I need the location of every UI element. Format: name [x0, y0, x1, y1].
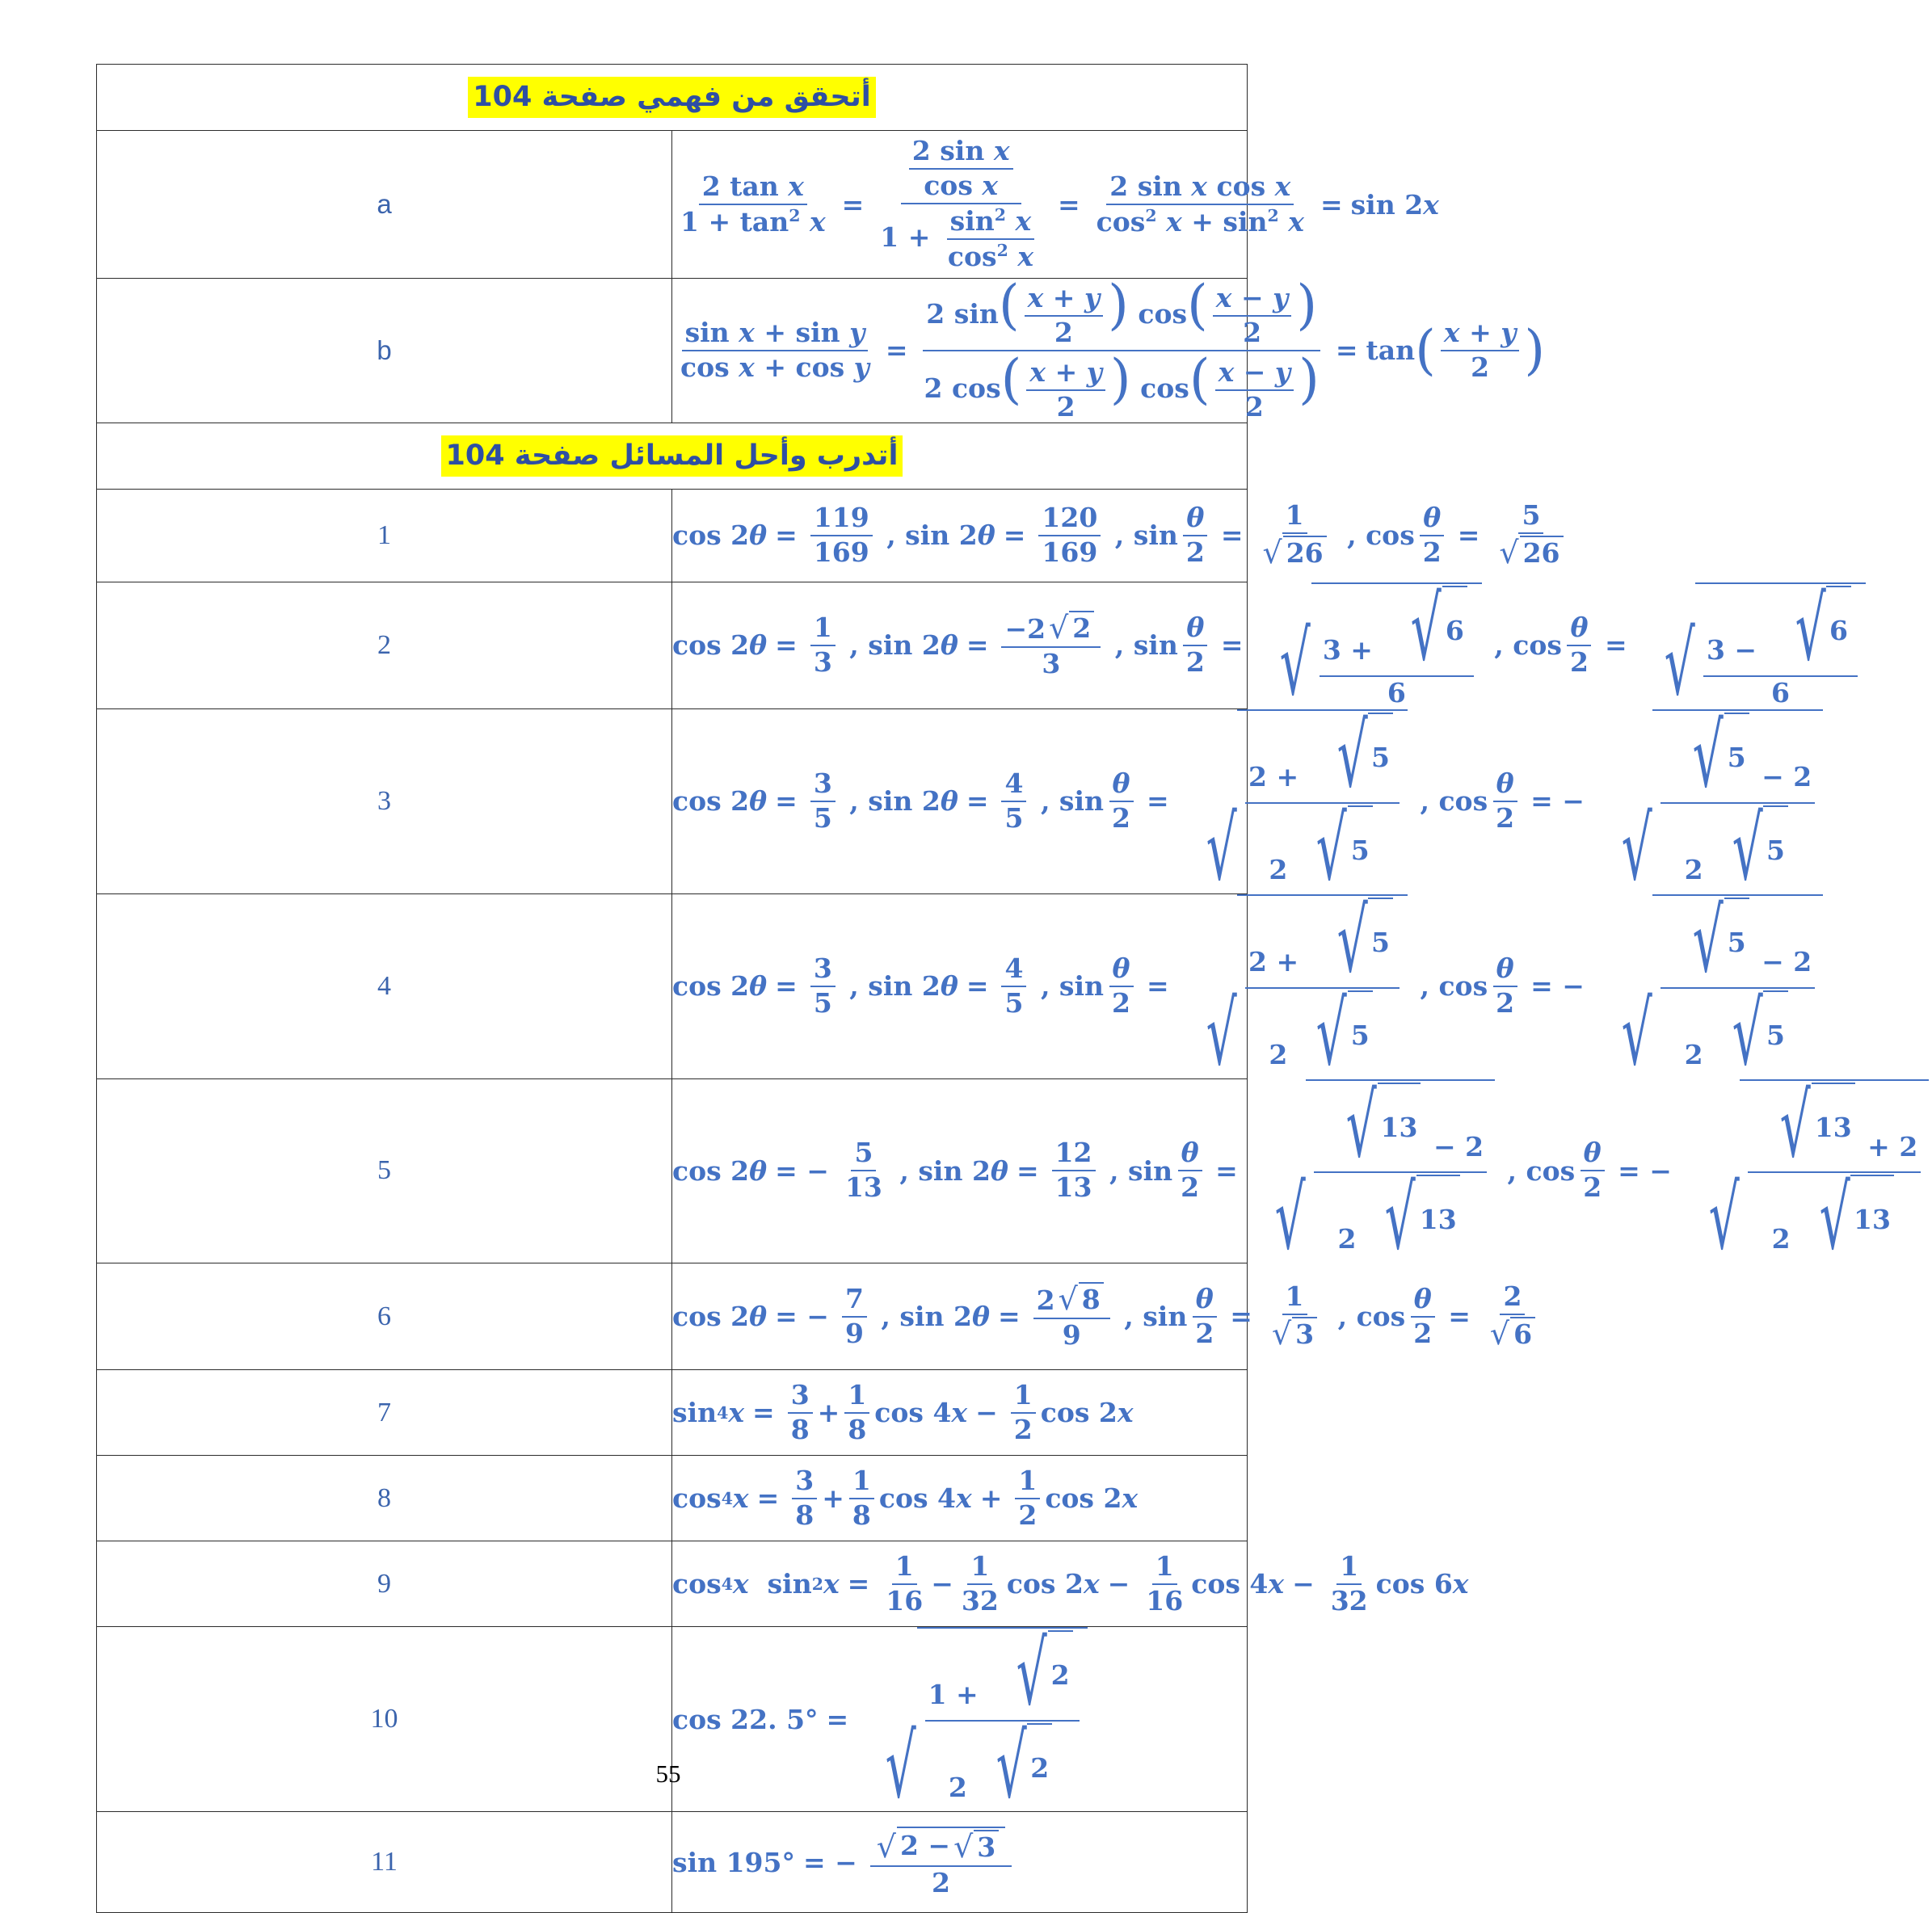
formula-10: cos 22. 5° = √ 1 + √ 2 2 √ 2	[672, 1627, 1248, 1812]
row-label-3: 3	[97, 708, 672, 893]
row-8	[97, 1456, 1248, 1541]
row-3	[97, 708, 1248, 893]
section-title-check-understanding: أتحقق من فهمي صفحة 104	[468, 77, 875, 119]
formula-a: $\frac{\text{2 tan x}}{1 + \tan^2 x}$ = $\frac{\text{2 sin x}}{\text{cos x}}$ 1 + $\frac{\sin^2 x}{\cos^2 x}$ = $\frac{\text{2 sin x cos x}}{\cos^2 x + \sin^2 x}$ = sin 2 x	[672, 131, 1248, 279]
row-label-4: 4	[97, 893, 672, 1078]
row-label-9: 9	[97, 1541, 672, 1627]
row-7	[97, 1370, 1248, 1456]
formula-1: cos 2 θ = $\frac{119}{169}$ , sin 2 θ = $\frac{120}{169}$ , sin $\frac{\theta}{2}$ = 1 √ 26 , cos $\frac{\theta}{2}$ = 5 √ 26	[672, 489, 1248, 582]
formula-9: cos 4 x sin 2 x = $\frac{1}{16}$ − $\frac{1}{32}$ cos 2 x − $\frac{1}{16}$ cos 4 x − $\frac{1}{32}$ cos 6 x	[672, 1541, 1248, 1627]
row-label-b: b	[97, 279, 672, 423]
section-title-practice: أتدرب وأحل المسائل صفحة 104	[441, 435, 903, 477]
formula-2: cos 2 θ = $\frac{1}{3}$ , sin 2 θ = −2 √ 2 3 , sin $\frac{\theta}{2}$ = √ 3 + √ 6 6 , cos $\frac{\theta}{2}$ = √ 3 − √ 6 6	[672, 582, 1248, 708]
formula-6: cos 2 θ = − $\frac{7}{9}$ , sin 2 θ = 2 √ 8 9 , sin $\frac{\theta}{2}$ = 1 √ 3 , cos $\frac{\theta}{2}$ = 2 √ 6	[672, 1263, 1248, 1370]
row-4	[97, 893, 1248, 1078]
row-b	[97, 279, 1248, 423]
row-11	[97, 1812, 1248, 1913]
row-label-6: 6	[97, 1263, 672, 1370]
formula-8: cos 4 x = $\frac{3}{8}$ + $\frac{1}{8}$ cos 4 x + $\frac{1}{2}$ cos 2 x	[672, 1456, 1248, 1541]
row-label-2: 2	[97, 582, 672, 708]
formula-11: sin 195° = − √ 2 − √ 3 2	[672, 1812, 1248, 1913]
row-6	[97, 1263, 1248, 1370]
formula-7: sin 4 x = $\frac{3}{8}$ + $\frac{1}{8}$ cos 4 x − $\frac{1}{2}$ cos 2 x	[672, 1370, 1248, 1456]
formula-b: $\frac{\text{sin x + sin y}}{\text{cos x + cos y}}$ = 2 sin( $\frac{x + y}{2}$ ) cos( $\frac{x - y}{2}$ ) 2 cos( $\frac{x + y}{2}$ ) cos( $\frac{x - y}{2}$ ) = tan ( $\frac{x + y}{2}$ )	[672, 279, 1248, 423]
solutions-table	[96, 64, 1918, 1913]
formula-4: cos 2 θ = $\frac{3}{5}$ , sin 2 θ = $\frac{4}{5}$ , sin $\frac{\theta}{2}$ = √ 2 + √ 5 2 √ 5 , cos $\frac{\theta}{2}$ = − √ √ 5 − 2 2 √ 5	[672, 893, 1248, 1078]
row-5	[97, 1078, 1248, 1263]
header-row-practice	[97, 423, 1248, 489]
row-label-11: 11	[97, 1812, 672, 1913]
header-row-check-understanding	[97, 65, 1248, 131]
page-number: 55	[655, 1760, 681, 1788]
row-label-5: 5	[97, 1078, 672, 1263]
row-label-1: 1	[97, 489, 672, 582]
row-label-8: 8	[97, 1456, 672, 1541]
row-1	[97, 489, 1248, 582]
row-2	[97, 582, 1248, 708]
row-label-a: a	[97, 131, 672, 279]
formula-5: cos 2 θ = − $\frac{5}{13}$ , sin 2 θ = $\frac{12}{13}$ , sin $\frac{\theta}{2}$ = √ √ 13 − 2 2 √ 13 , cos $\frac{\theta}{2}$ = − √ √ 13 + 2 2 √ 13	[672, 1078, 1248, 1263]
row-label-10: 10	[97, 1627, 672, 1812]
row-9	[97, 1541, 1248, 1627]
formula-3: cos 2 θ = $\frac{3}{5}$ , sin 2 θ = $\frac{4}{5}$ , sin $\frac{\theta}{2}$ = √ 2 + √ 5 2 √ 5 , cos $\frac{\theta}{2}$ = − √ √ 5 − 2 2 √ 5	[672, 708, 1248, 893]
row-a	[97, 131, 1248, 279]
row-label-7: 7	[97, 1370, 672, 1456]
